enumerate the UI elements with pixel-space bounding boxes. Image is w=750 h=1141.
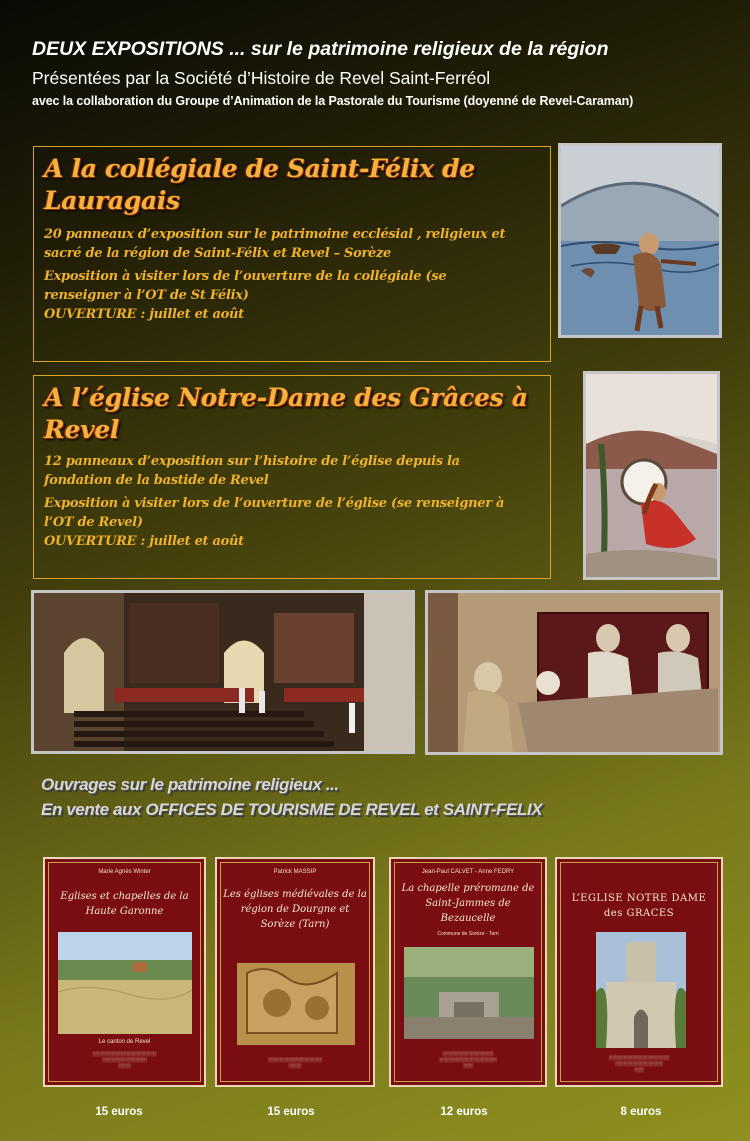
- book-fine-print: ░░░░░░░░░░░░░░░░░░░░ ░░░░░░░░░░░░░░ ░░░░: [92, 1051, 157, 1068]
- book-cover-photo: [596, 932, 686, 1048]
- expo-revel-opening: OUVERTURE : juillet et août: [44, 534, 244, 549]
- price-book-1: 15 euros: [95, 1106, 143, 1118]
- book-title: Les églises médiévales de la région de Dourgne et Sorèze (Tarn): [223, 889, 367, 930]
- fresco-holy-women-photo: [425, 590, 723, 755]
- book-eglises-medievales-dourgne[interactable]: [215, 857, 375, 1087]
- ouvrages-heading-2: En vente aux OFFICES DE TOURISME DE REVEL et SAINT-FELIX: [41, 800, 543, 819]
- expo-saint-felix-opening: OUVERTURE : juillet et août: [44, 307, 244, 322]
- book-title: Eglises et chapelles de la Haute Garonne: [60, 891, 189, 917]
- book-cover-photo: [237, 963, 355, 1045]
- expo-saint-felix-box: [33, 146, 551, 362]
- expo-saint-felix-desc-1: 20 panneaux d’exposition sur le patrimoine ecclésial , religieux et: [44, 227, 506, 242]
- book-fine-print: ░░░░░░░░░░░░░░░░ ░░░░░░░░░░░░░░░░░░ ░░░: [439, 1051, 497, 1068]
- expo-revel-desc-1: 12 panneaux d’exposition sur l’histoire de l’église depuis la: [44, 454, 460, 469]
- book-fine-print: ░░░░░░░░░░░░░░░░░ ░░░░: [267, 1057, 323, 1068]
- price-book-2: 15 euros: [267, 1106, 315, 1118]
- expo-saint-felix-title-1: A la collégiale de Saint-Félix de: [44, 154, 475, 183]
- expo-revel-title-1: A l’église Notre-Dame des Grâces à: [44, 383, 528, 412]
- ouvrages-heading-1: Ouvrages sur le patrimoine religieux ...: [41, 775, 339, 794]
- book-eglises-haute-garonne[interactable]: [43, 857, 206, 1087]
- book-chapelle-saint-jammes[interactable]: [389, 857, 547, 1087]
- expo-saint-felix-title-2: Lauragais: [44, 186, 180, 215]
- expo-saint-felix-visit-2: renseigner à l’OT de St Félix): [44, 288, 249, 303]
- book-author: Jean-Paul CALVET - Anne FEDRY: [421, 869, 515, 875]
- book-subtitle: Le canton de Revel: [98, 1039, 151, 1045]
- expo-revel-box: [33, 375, 551, 579]
- book-cover-photo: [58, 932, 192, 1034]
- expo-revel-title-2: Revel: [44, 415, 120, 444]
- header-title: DEUX EXPOSITIONS ... sur le patrimoine religieux de la région: [32, 38, 609, 60]
- expo-revel-visit-1: Exposition à visiter lors de l’ouverture de l’église (se renseigner à: [44, 496, 505, 511]
- book-author: Patrick MASSIP: [273, 869, 317, 875]
- expo-revel-desc-2: fondation de la bastide de Revel: [44, 473, 269, 488]
- book-fine-print: ░░░░░░░░░░░░░░░░░░░ ░░░░░░░░░░░░░░░ ░░░: [608, 1055, 670, 1072]
- price-book-3: 12 euros: [440, 1106, 488, 1118]
- book-eglise-notre-dame-graces[interactable]: [555, 857, 723, 1087]
- book-cover-photo: [404, 947, 534, 1039]
- header-collaboration: avec la collaboration du Groupe d’Animation de la Pastorale du Tourisme (doyenné de Revel-Caraman): [32, 94, 634, 108]
- expo-saint-felix-visit-1: Exposition à visiter lors de l’ouverture de la collégiale (se: [44, 269, 447, 284]
- church-interior-photo: [31, 590, 415, 754]
- expo-revel-visit-2: l’OT de Revel): [44, 515, 143, 530]
- book-subtitle: Commune de Sorèze - Tarn: [437, 931, 499, 937]
- book-author: Marie Agnès Winter: [98, 869, 151, 875]
- fresco-saint-christophe-photo: [558, 143, 722, 338]
- header-subtitle: Présentées par la Société d’Histoire de Revel Saint-Ferréol: [32, 68, 491, 88]
- price-book-4: 8 euros: [620, 1106, 662, 1118]
- expo-saint-felix-desc-2: sacré de la région de Saint-Félix et Revel – Sorèze: [44, 246, 392, 261]
- book-title: L’EGLISE NOTRE DAME des GRACES: [571, 893, 707, 919]
- painting-madeleine-photo: [583, 371, 720, 580]
- book-title: La chapelle préromane de Saint-Jammes de Bezaucelle: [401, 883, 535, 924]
